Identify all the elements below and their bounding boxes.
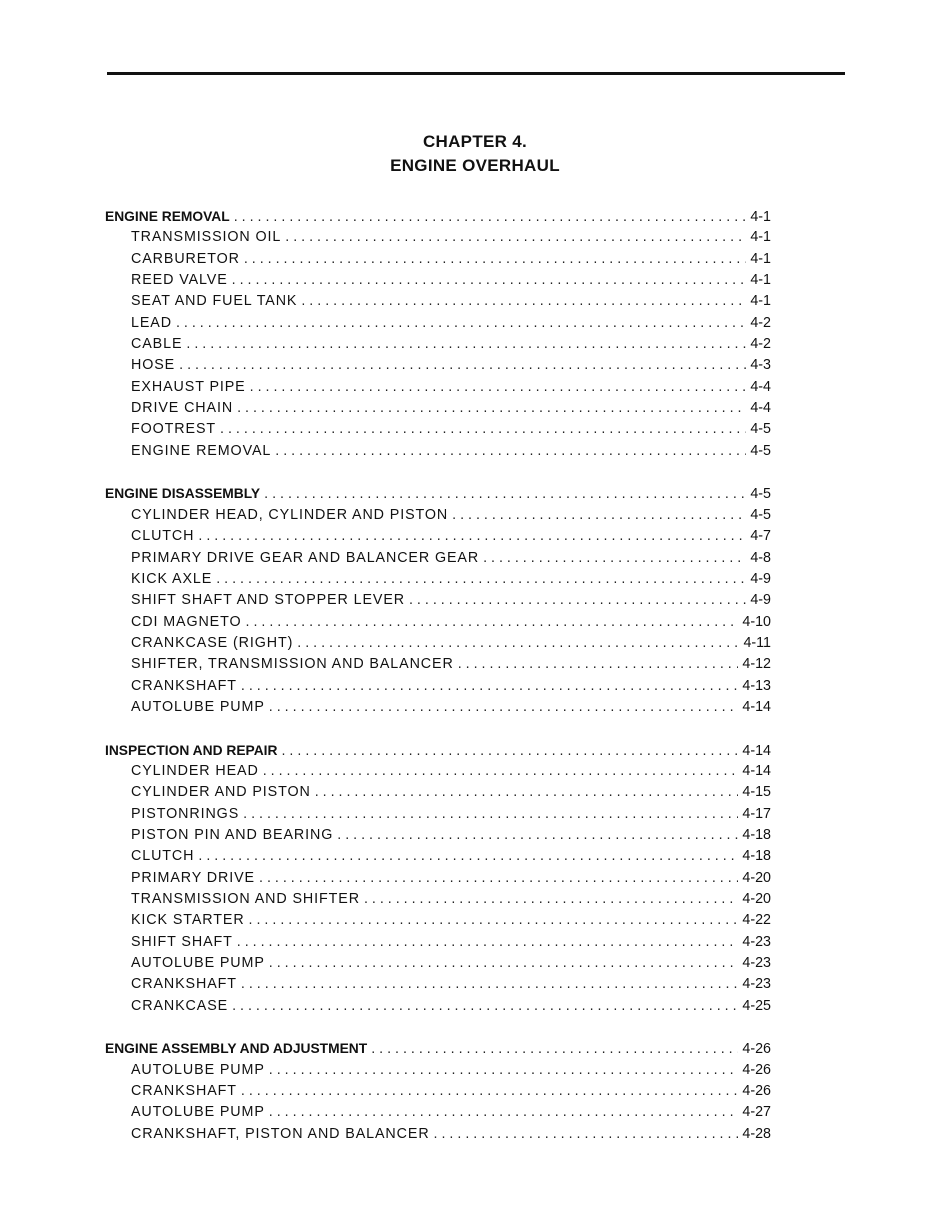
page-number: 4-18 bbox=[742, 848, 771, 865]
entry-label: SHIFT SHAFT AND STOPPER LEVER bbox=[131, 592, 405, 609]
dot-leader bbox=[285, 227, 746, 248]
dot-leader bbox=[232, 270, 747, 291]
toc-entry[interactable] bbox=[105, 697, 771, 718]
dot-leader bbox=[364, 889, 738, 910]
toc-entry[interactable] bbox=[105, 932, 771, 953]
entry-label: CYLINDER HEAD bbox=[131, 762, 259, 779]
entry-label: CDI MAGNETO bbox=[131, 613, 242, 630]
page-number: 4-20 bbox=[742, 869, 771, 886]
entry-label: ENGINE REMOVAL bbox=[105, 209, 230, 224]
entry-label: CRANKSHAFT bbox=[131, 976, 237, 993]
toc-entry[interactable] bbox=[105, 825, 771, 846]
page-number: 4-23 bbox=[742, 955, 771, 972]
chapter-title: ENGINE OVERHAUL bbox=[390, 156, 560, 175]
entry-label: CYLINDER HEAD, CYLINDER AND PISTON bbox=[131, 506, 449, 523]
entry-label: FOOTREST bbox=[131, 421, 217, 438]
entry-label: CRANKSHAFT bbox=[131, 677, 237, 694]
toc-entry[interactable] bbox=[105, 910, 771, 931]
dot-leader bbox=[237, 932, 739, 953]
dot-leader bbox=[216, 569, 746, 590]
dot-leader bbox=[281, 741, 738, 762]
page-number: 4-1 bbox=[750, 293, 771, 310]
page-number: 4-23 bbox=[742, 976, 771, 993]
page-number: 4-12 bbox=[742, 656, 771, 673]
table-of-contents bbox=[105, 206, 771, 1145]
page-number: 4-17 bbox=[742, 805, 771, 822]
page-number: 4-3 bbox=[750, 357, 771, 374]
page-number: 4-26 bbox=[742, 1083, 771, 1100]
dot-leader bbox=[259, 868, 738, 889]
toc-section[interactable] bbox=[105, 206, 771, 227]
dot-leader bbox=[301, 291, 746, 312]
dot-leader bbox=[246, 612, 739, 633]
toc-entry[interactable] bbox=[105, 334, 771, 355]
page-number: 4-14 bbox=[742, 762, 771, 779]
toc-entry[interactable] bbox=[105, 313, 771, 334]
entry-label: ENGINE ASSEMBLY AND ADJUSTMENT bbox=[105, 1041, 368, 1057]
page-number: 4-1 bbox=[750, 229, 771, 246]
dot-leader bbox=[452, 505, 746, 526]
page-number: 4-5 bbox=[750, 486, 771, 503]
entry-label: CRANKCASE bbox=[131, 997, 229, 1014]
page-number: 4-1 bbox=[750, 209, 771, 225]
dot-leader bbox=[275, 441, 746, 462]
toc-entry[interactable] bbox=[105, 868, 771, 889]
dot-leader bbox=[244, 249, 747, 270]
entry-label: REED VALVE bbox=[131, 272, 228, 289]
spacer bbox=[105, 462, 771, 483]
toc-entry[interactable] bbox=[105, 249, 771, 270]
entry-label: SHIFTER, TRANSMISSION AND BALANCER bbox=[131, 656, 454, 673]
toc-entry[interactable] bbox=[105, 761, 771, 782]
entry-label: CLUTCH bbox=[131, 528, 195, 545]
toc-entry[interactable] bbox=[105, 441, 771, 462]
toc-entry[interactable] bbox=[105, 398, 771, 419]
toc-entry[interactable] bbox=[105, 505, 771, 526]
page-number: 4-5 bbox=[750, 506, 771, 523]
page-number: 4-23 bbox=[742, 933, 771, 950]
entry-label: AUTOLUBE PUMP bbox=[131, 698, 265, 715]
dot-leader bbox=[269, 697, 739, 718]
dot-leader bbox=[269, 1102, 739, 1123]
page-number: 4-4 bbox=[750, 400, 771, 417]
toc-entry[interactable] bbox=[105, 1102, 771, 1123]
toc-section[interactable] bbox=[105, 1038, 771, 1059]
toc-entry[interactable] bbox=[105, 953, 771, 974]
toc-entry[interactable] bbox=[105, 590, 771, 611]
toc-entry[interactable] bbox=[105, 569, 771, 590]
page-number: 4-1 bbox=[750, 250, 771, 267]
toc-entry[interactable] bbox=[105, 1081, 771, 1102]
toc-entry[interactable] bbox=[105, 377, 771, 398]
page-number: 4-10 bbox=[742, 613, 771, 630]
entry-label: SEAT AND FUEL TANK bbox=[131, 293, 298, 310]
toc-entry[interactable] bbox=[105, 1124, 771, 1145]
page-number: 4-9 bbox=[750, 570, 771, 587]
page-number: 4-26 bbox=[742, 1041, 771, 1058]
entry-label: TRANSMISSION OIL bbox=[131, 229, 282, 246]
dot-leader bbox=[250, 377, 747, 398]
entry-label: CARBURETOR bbox=[131, 250, 240, 267]
dot-leader bbox=[234, 207, 747, 228]
entry-label: CABLE bbox=[131, 336, 183, 353]
dot-leader bbox=[241, 676, 738, 697]
toc-entry[interactable] bbox=[105, 782, 771, 803]
page-number: 4-5 bbox=[750, 421, 771, 438]
dot-leader bbox=[243, 804, 738, 825]
dot-leader bbox=[434, 1124, 739, 1145]
toc-entry[interactable] bbox=[105, 612, 771, 633]
page-number: 4-13 bbox=[742, 677, 771, 694]
dot-leader bbox=[220, 419, 746, 440]
entry-label: PISTONRINGS bbox=[131, 805, 240, 822]
dot-leader bbox=[241, 1081, 738, 1102]
dot-leader bbox=[483, 548, 746, 569]
page-number: 4-26 bbox=[742, 1061, 771, 1078]
page-number: 4-18 bbox=[742, 826, 771, 843]
page-number: 4-1 bbox=[750, 272, 771, 289]
entry-label: LEAD bbox=[131, 314, 172, 331]
spacer bbox=[105, 1017, 771, 1038]
page-number: 4-4 bbox=[750, 378, 771, 395]
page-number: 4-25 bbox=[742, 997, 771, 1014]
toc-entry[interactable] bbox=[105, 846, 771, 867]
toc-entry[interactable] bbox=[105, 654, 771, 675]
page-number: 4-14 bbox=[742, 742, 771, 759]
entry-label: PRIMARY DRIVE GEAR AND BALANCER GEAR bbox=[131, 549, 480, 566]
entry-label: TRANSMISSION AND SHIFTER bbox=[131, 891, 360, 907]
page-number: 4-14 bbox=[742, 698, 771, 715]
entry-label: DRIVE CHAIN bbox=[131, 400, 234, 417]
entry-label: CRANKCASE (RIGHT) bbox=[131, 634, 294, 651]
dot-leader bbox=[186, 334, 746, 355]
toc-entry[interactable] bbox=[105, 355, 771, 376]
page-number: 4-5 bbox=[750, 442, 771, 459]
dot-leader bbox=[232, 996, 738, 1017]
dot-leader bbox=[263, 761, 739, 782]
dot-leader bbox=[458, 654, 739, 675]
toc-entry[interactable] bbox=[105, 676, 771, 697]
dot-leader bbox=[241, 974, 738, 995]
page-number: 4-20 bbox=[742, 891, 771, 907]
toc-entry[interactable] bbox=[105, 974, 771, 995]
dot-leader bbox=[176, 313, 746, 334]
dot-leader bbox=[409, 590, 746, 611]
entry-label: SHIFT SHAFT bbox=[131, 933, 233, 950]
entry-label: CRANKSHAFT bbox=[131, 1083, 237, 1100]
dot-leader bbox=[337, 825, 738, 846]
entry-label: HOSE bbox=[131, 357, 176, 374]
entry-label: INSPECTION AND REPAIR bbox=[105, 742, 278, 758]
toc-entry[interactable] bbox=[105, 227, 771, 248]
entry-label: AUTOLUBE PUMP bbox=[131, 1104, 265, 1121]
entry-label: KICK STARTER bbox=[131, 912, 245, 929]
page-number: 4-8 bbox=[750, 549, 771, 566]
toc-section[interactable] bbox=[105, 483, 771, 504]
spacer bbox=[105, 718, 771, 739]
page-number: 4-28 bbox=[742, 1125, 771, 1142]
entry-label: CYLINDER AND PISTON bbox=[131, 784, 311, 801]
toc-entry[interactable] bbox=[105, 996, 771, 1017]
dot-leader bbox=[269, 953, 739, 974]
page-number: 4-7 bbox=[750, 528, 771, 545]
entry-label: AUTOLUBE PUMP bbox=[131, 1061, 265, 1078]
dot-leader bbox=[315, 782, 739, 803]
toc-entry[interactable] bbox=[105, 270, 771, 291]
dot-leader bbox=[237, 398, 746, 419]
toc-entry[interactable] bbox=[105, 548, 771, 569]
dot-leader bbox=[198, 846, 738, 867]
entry-label: CLUTCH bbox=[131, 848, 195, 865]
dot-leader bbox=[249, 910, 739, 931]
dot-leader bbox=[371, 1039, 738, 1060]
dot-leader bbox=[269, 1060, 739, 1081]
entry-label: AUTOLUBE PUMP bbox=[131, 955, 265, 972]
page-number: 4-11 bbox=[743, 634, 771, 651]
header-rule bbox=[107, 72, 845, 75]
entry-label: EXHAUST PIPE bbox=[131, 378, 246, 395]
entry-label: PISTON PIN AND BEARING bbox=[131, 826, 334, 843]
entry-label: ENGINE REMOVAL bbox=[131, 442, 272, 459]
entry-label: ENGINE DISASSEMBLY bbox=[105, 486, 261, 502]
toc-entry[interactable] bbox=[105, 419, 771, 440]
page-number: 4-2 bbox=[750, 314, 771, 331]
toc-entry[interactable] bbox=[105, 291, 771, 312]
chapter-number: CHAPTER 4. bbox=[422, 132, 528, 151]
toc-entry[interactable] bbox=[105, 1060, 771, 1081]
dot-leader bbox=[264, 484, 746, 505]
page-number: 4-15 bbox=[742, 784, 771, 801]
page-number: 4-22 bbox=[742, 912, 771, 929]
toc-entry[interactable] bbox=[105, 889, 771, 910]
page-number: 4-9 bbox=[750, 592, 771, 609]
page-number: 4-27 bbox=[742, 1104, 771, 1121]
entry-label: PRIMARY DRIVE bbox=[131, 869, 255, 886]
toc-entry[interactable] bbox=[105, 526, 771, 547]
entry-label: KICK AXLE bbox=[131, 570, 213, 587]
dot-leader bbox=[297, 633, 739, 654]
entry-label: CRANKSHAFT, PISTON AND BALANCER bbox=[131, 1125, 430, 1142]
page-number: 4-2 bbox=[750, 336, 771, 353]
toc-entry[interactable] bbox=[105, 804, 771, 825]
toc-section[interactable] bbox=[105, 740, 771, 761]
toc-entry[interactable] bbox=[105, 633, 771, 654]
dot-leader bbox=[179, 355, 746, 376]
dot-leader bbox=[198, 526, 746, 547]
